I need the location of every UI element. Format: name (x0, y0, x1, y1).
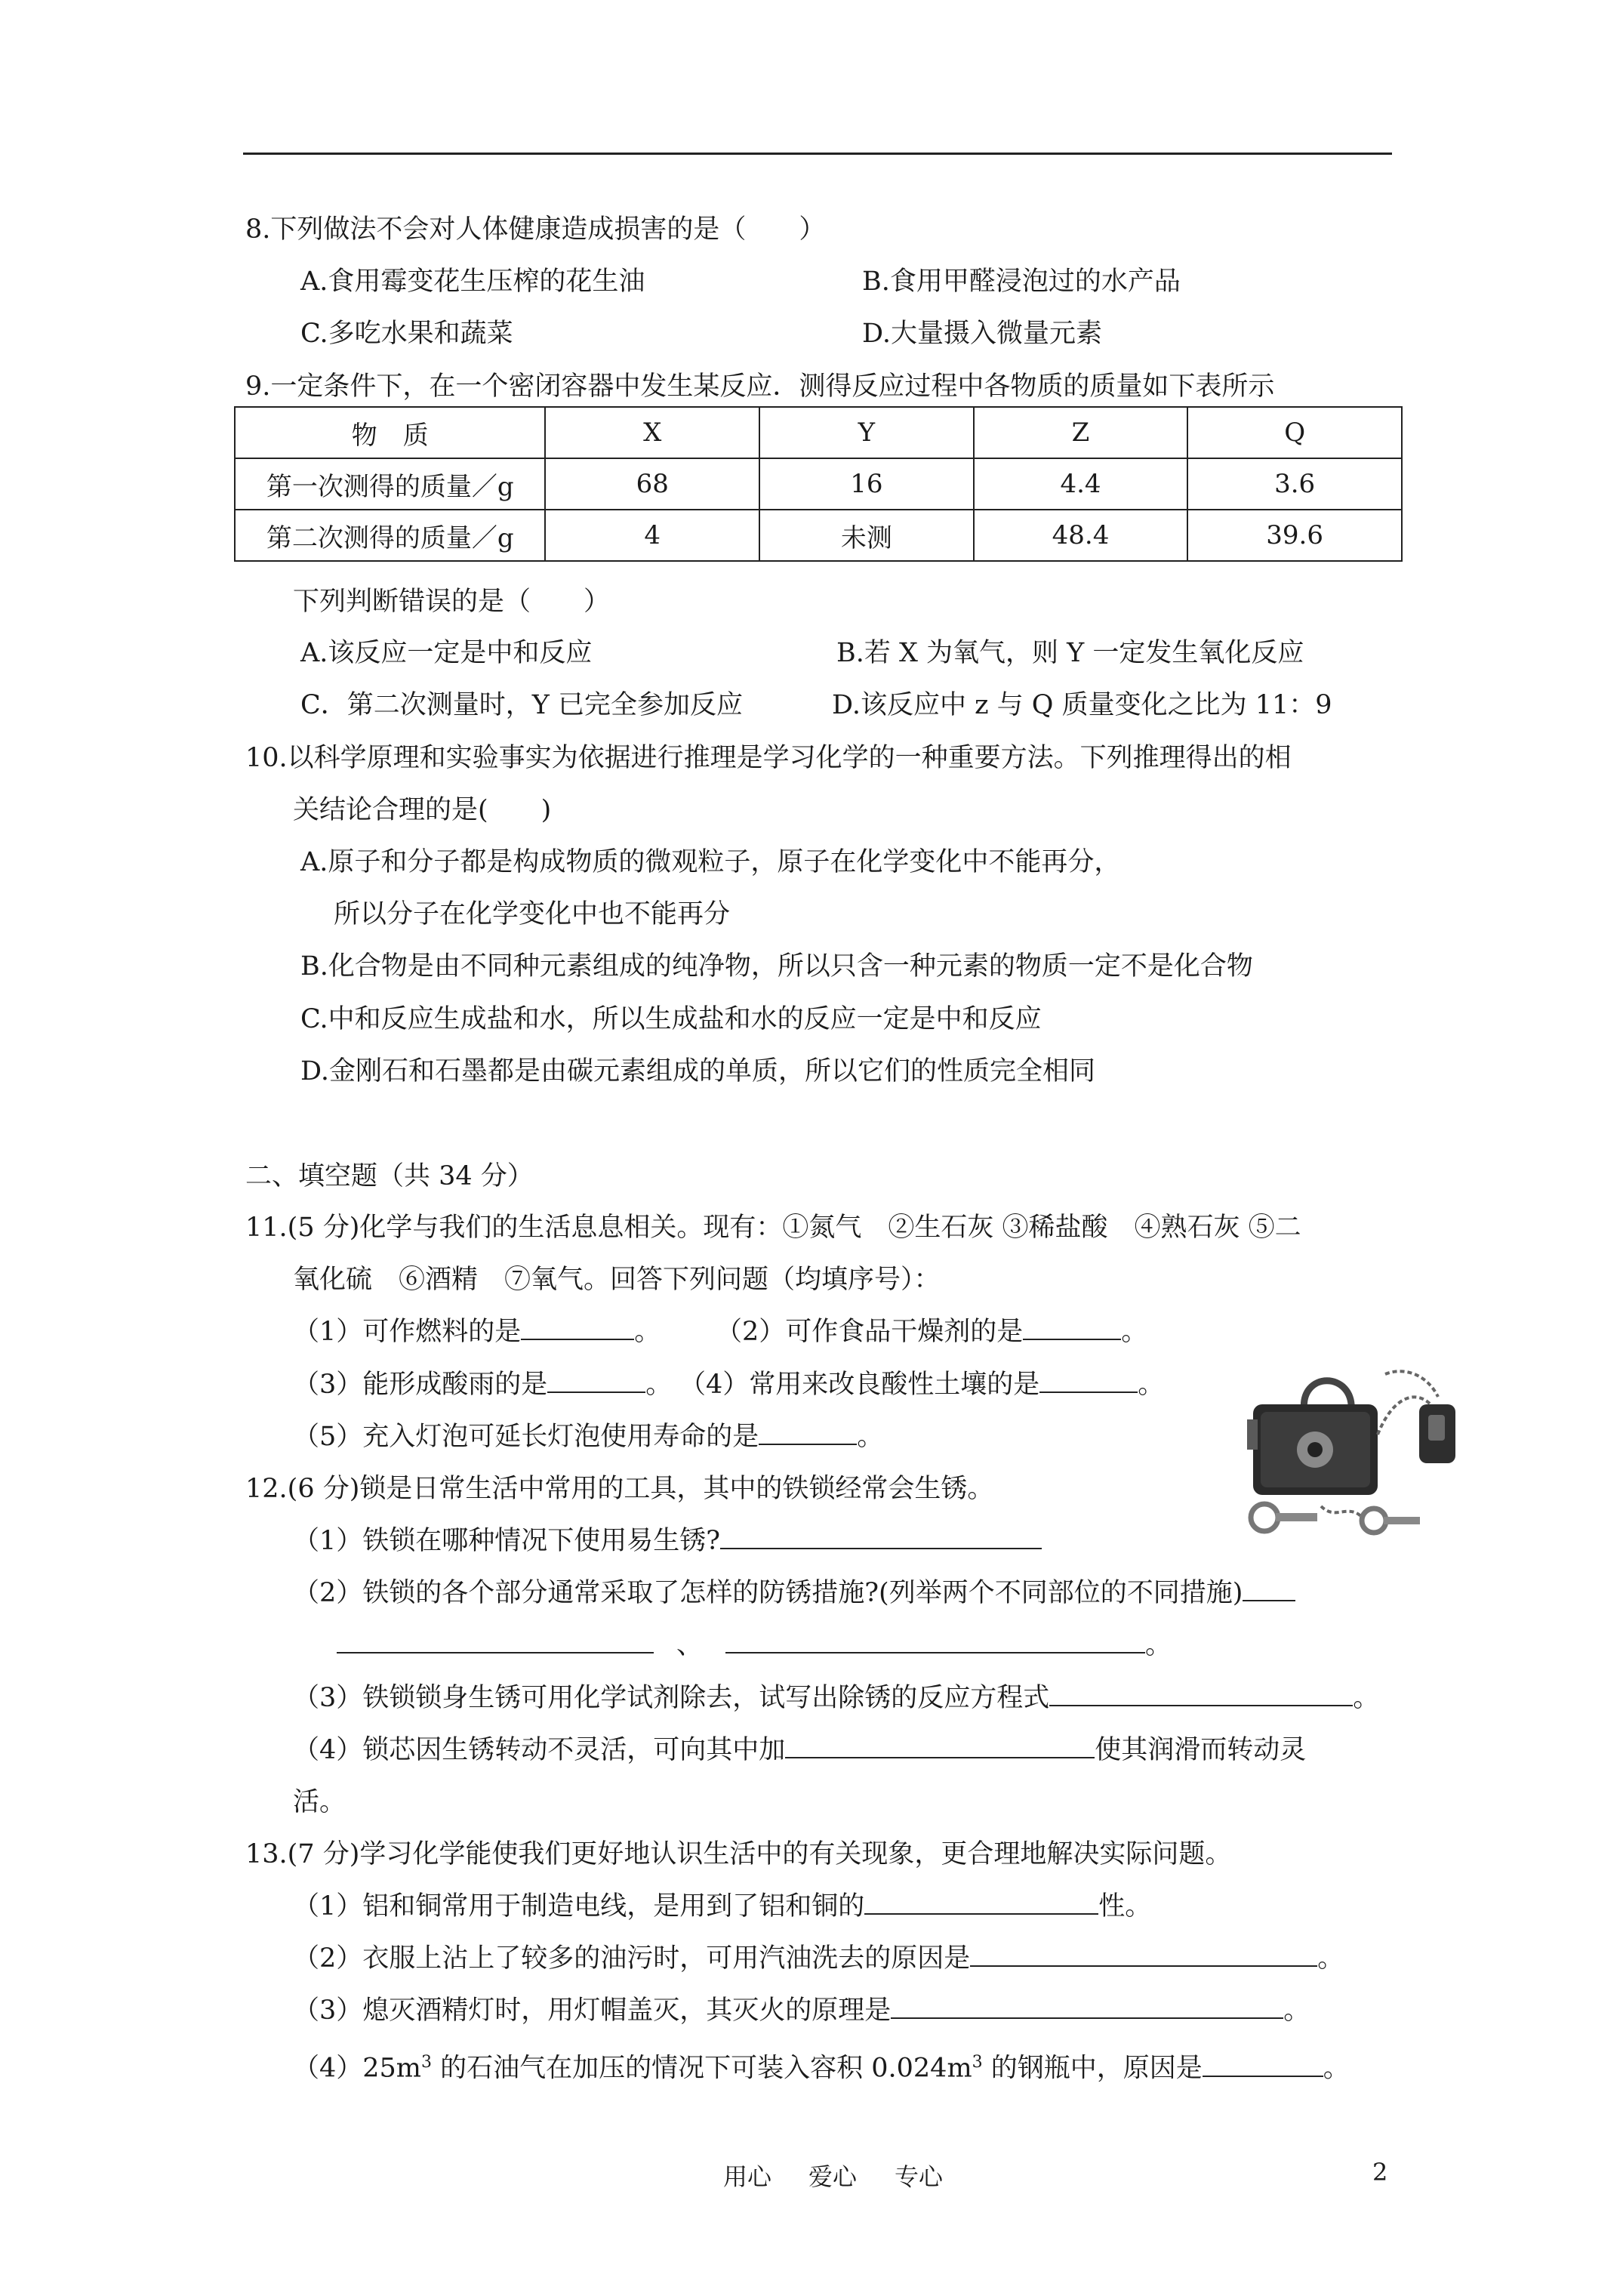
q13-part-4-end: 。 (1323, 2053, 1350, 2084)
q12-part-4-text: （4）锁芯因生锈转动不灵活，可向其中加 (293, 1735, 786, 1765)
table-cell: 4 (545, 510, 759, 561)
answer-blank[interactable] (759, 1421, 857, 1445)
q13-part-1 (293, 1890, 1151, 1923)
q8-option-b: B.食用甲醛浸泡过的水产品 (862, 267, 1181, 297)
footer-motto: 爱心 (808, 2162, 858, 2191)
table-cell: 39.6 (1187, 510, 1402, 561)
q11-part-3 (293, 1368, 672, 1401)
q13-stem: 13.(7 分)学习化学能使我们更好地认识生活中的有关现象，更合理地解决实际问题。 (245, 1839, 1232, 1869)
q12-part-2-text: （2）铁锁的各个部分通常采取了怎样的防锈措施?(列举两个不同部位的不同措施) (293, 1578, 1243, 1608)
q10-option-d: D.金刚石和石墨都是由碳元素组成的单质，所以它们的性质完全相同 (300, 1056, 1095, 1086)
q11-part-4 (679, 1368, 1164, 1401)
answer-blank[interactable] (864, 1891, 1098, 1915)
table-cell: 第一次测得的质量／g (235, 458, 545, 510)
q11-part-2-end: 。 (1121, 1317, 1148, 1347)
q12-part-2-end: 。 (1145, 1630, 1172, 1660)
table-header-row (235, 407, 1402, 458)
table-cell: 未测 (759, 510, 974, 561)
q8-stem: 8.下列做法不会对人体健康造成损害的是（ ） (245, 214, 826, 245)
footer-motto: 专心 (895, 2162, 944, 2191)
q12-part-3-text: （3）铁锁锁身生锈可用化学试剂除去，试写出除锈的反应方程式 (293, 1683, 1050, 1713)
q10-option-c: C.中和反应生成盐和水，所以生成盐和水的反应一定是中和反应 (300, 1004, 1042, 1034)
table-cell: X (545, 407, 759, 458)
q8-option-d: D.大量摄入微量元素 (862, 319, 1102, 349)
answer-blank[interactable] (547, 1369, 645, 1393)
table-cell: 第二次测得的质量／g (235, 510, 545, 561)
section-title: 二、填空题（共 34 分） (245, 1161, 534, 1191)
q10-stem-cont: 关结论合理的是( ) (293, 795, 552, 825)
q11-part-1-end: 。 (634, 1317, 661, 1347)
q13-part-2-text: （2）衣服上沾上了较多的油污时，可用汽油洗去的原因是 (293, 1943, 971, 1974)
answer-blank[interactable] (720, 1525, 1042, 1549)
table-cell: 4.4 (974, 458, 1188, 510)
table-row (235, 458, 1402, 510)
q13-part-2 (293, 1942, 1344, 1975)
mass-table (234, 406, 1403, 562)
q11-part-4-text: （4）常用来改良酸性土壤的是 (679, 1370, 1040, 1400)
q10-stem: 10.以科学原理和实验事实为依据进行推理是学习化学的一种重要方法。下列推理得出的相 (245, 743, 1292, 773)
q12-part-1-text: （1）铁锁在哪种情况下使用易生锈? (293, 1526, 721, 1556)
q9-prompt: 下列判断错误的是（ ） (293, 587, 611, 617)
q13-part-4-text-c: 的钢瓶中，原因是 (982, 2053, 1203, 2084)
q12-part-2-cont (337, 1629, 1172, 1662)
q11-stem: 11.(5 分)化学与我们的生活息息相关。现有：①氮气 ②生石灰 ③稀盐酸 ④熟石灰 ⑤二 (245, 1213, 1301, 1243)
page-number: 2 (1372, 2158, 1388, 2187)
q10-option-a-cont: 所以分子在化学变化中也不能再分 (334, 899, 731, 929)
superscript: 3 (421, 2053, 432, 2072)
q11-part-3-end: 。 (645, 1370, 673, 1400)
table-cell: 68 (545, 458, 759, 510)
q11-part-4-end: 。 (1138, 1370, 1165, 1400)
answer-blank[interactable] (970, 1943, 1317, 1967)
iron-lock-photo (1223, 1359, 1487, 1548)
q12-part-1 (293, 1524, 1042, 1558)
q10-option-a: A.原子和分子都是构成物质的微观粒子，原子在化学变化中不能再分， (300, 847, 1121, 877)
q12-part-3-end: 。 (1353, 1683, 1380, 1713)
q11-part-5-text: （5）充入灯泡可延长灯泡使用寿命的是 (293, 1422, 759, 1452)
answer-blank[interactable] (725, 1629, 1145, 1653)
q11-part-2-text: （2）可作食品干燥剂的是 (716, 1317, 1024, 1347)
answer-blank[interactable] (1039, 1369, 1138, 1393)
q12-part-4-cont: 活。 (293, 1787, 346, 1817)
q13-part-4-text-a: （4）25m (293, 2053, 421, 2084)
answer-blank[interactable] (521, 1316, 634, 1340)
q13-part-2-end: 。 (1317, 1943, 1344, 1974)
q11-part-1-text: （1）可作燃料的是 (293, 1317, 522, 1347)
q8-option-c: C.多吃水果和蔬菜 (300, 319, 513, 349)
answer-blank[interactable] (1049, 1682, 1353, 1706)
q12-part-2 (293, 1576, 1295, 1610)
q13-part-1-end: 性。 (1098, 1891, 1152, 1922)
q10-option-b: B.化合物是由不同种元素组成的纯净物，所以只含一种元素的物质一定不是化合物 (300, 951, 1253, 982)
q9-stem: 9.一定条件下，在一个密闭容器中发生某反应．测得反应过程中各物质的质量如下表所示 (245, 371, 1275, 402)
header-rule (243, 153, 1392, 155)
answer-blank[interactable] (1203, 2053, 1323, 2077)
q9-option-a: A.该反应一定是中和反应 (300, 638, 593, 668)
q11-part-2 (716, 1315, 1147, 1348)
answer-blank[interactable] (891, 1995, 1283, 2019)
answer-blank[interactable] (1023, 1316, 1121, 1340)
q11-part-5 (293, 1420, 883, 1453)
q9-option-d: D.该反应中 z 与 Q 质量变化之比为 11：9 (832, 690, 1332, 720)
q12-stem: 12.(6 分)锁是日常生活中常用的工具，其中的铁锁经常会生锈。 (245, 1474, 994, 1504)
q12-part-4-mid: 使其润滑而转动灵 (1095, 1735, 1307, 1765)
table-cell: 48.4 (974, 510, 1188, 561)
q13-part-4 (293, 2046, 1350, 2085)
table-cell: 3.6 (1187, 458, 1402, 510)
q12-part-3 (293, 1681, 1379, 1715)
table-row (235, 510, 1402, 561)
q13-part-3 (293, 1994, 1310, 2027)
answer-blank[interactable] (1243, 1577, 1295, 1601)
q13-part-1-text: （1）铝和铜常用于制造电线，是用到了铝和铜的 (293, 1891, 865, 1922)
q9-option-b: B.若 X 为氧气，则 Y 一定发生氧化反应 (836, 638, 1304, 668)
table-cell: Z (974, 407, 1188, 458)
table-cell: Y (759, 407, 974, 458)
q12-part-2-sep: 、 (676, 1630, 704, 1660)
q11-part-1 (293, 1315, 661, 1348)
footer-motto: 用心 (723, 2162, 772, 2191)
answer-blank[interactable] (785, 1734, 1095, 1758)
q13-part-3-text: （3）熄灭酒精灯时，用灯帽盖灭，其灭火的原理是 (293, 1996, 892, 2026)
q11-stem-cont: 氧化硫 ⑥酒精 ⑦氧气。回答下列问题（均填序号）： (293, 1265, 941, 1295)
q13-part-4-text-b: 的石油气在加压的情况下可装入容积 0.024m (432, 2053, 972, 2084)
answer-blank[interactable] (337, 1629, 654, 1653)
table-cell: 物 质 (235, 407, 545, 458)
table-cell: Q (1187, 407, 1402, 458)
q9-option-c: C．第二次测量时，Y 已完全参加反应 (300, 690, 744, 720)
table-cell: 16 (759, 458, 974, 510)
q12-part-4 (293, 1734, 1306, 1767)
superscript: 3 (972, 2053, 983, 2072)
q11-part-3-text: （3）能形成酸雨的是 (293, 1370, 548, 1400)
q11-part-5-end: 。 (857, 1422, 884, 1452)
q8-option-a: A.食用霉变花生压榨的花生油 (300, 267, 645, 297)
q13-part-3-end: 。 (1283, 1996, 1310, 2026)
